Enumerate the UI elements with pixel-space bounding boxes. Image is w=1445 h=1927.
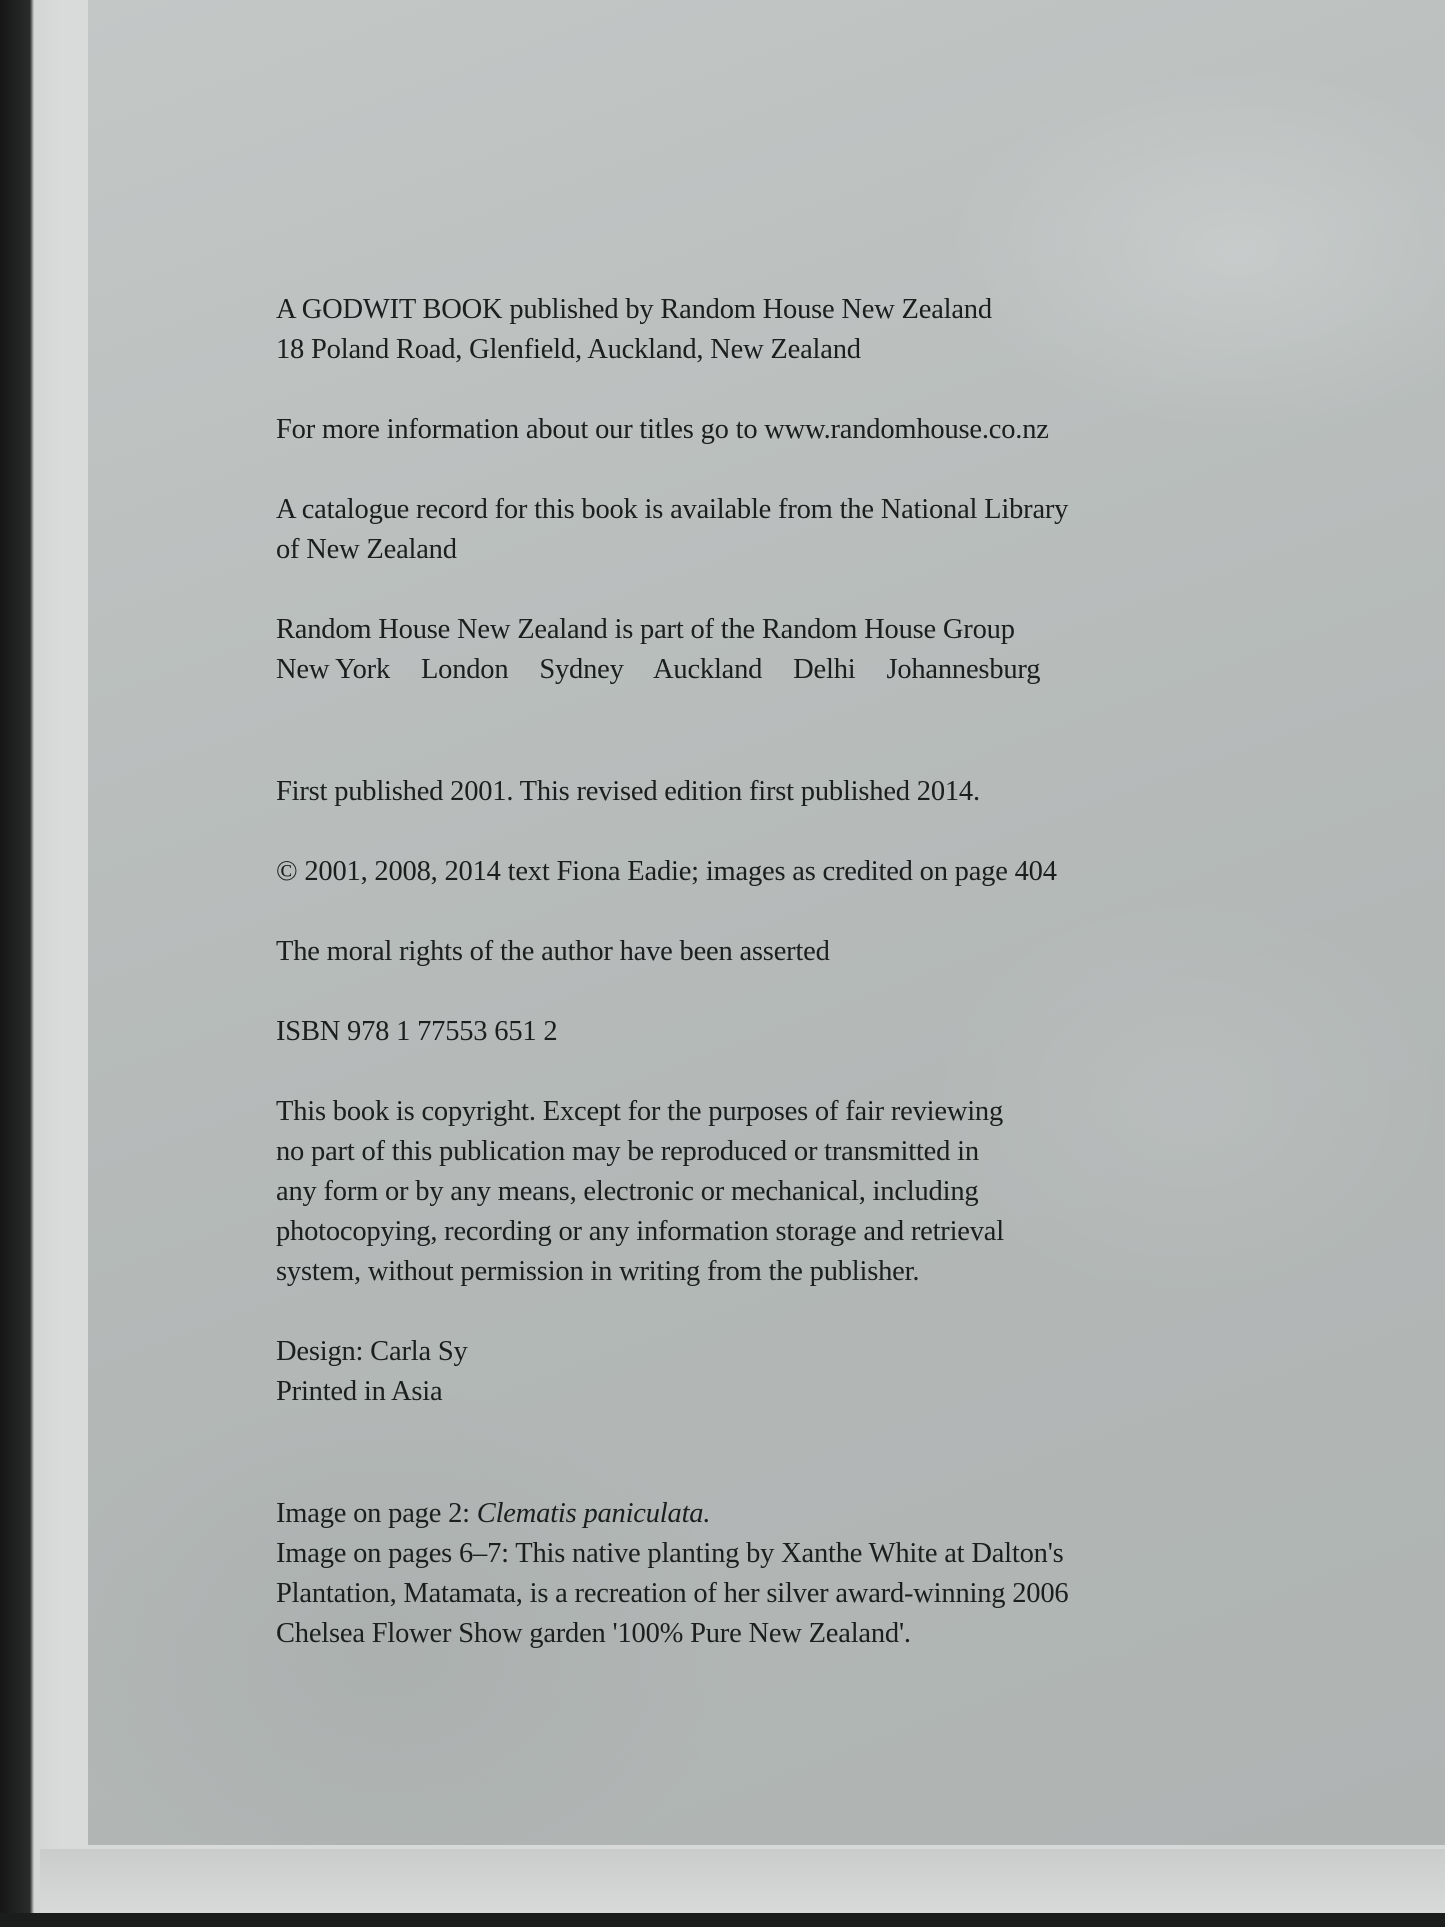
- moral-rights-block: [276, 932, 1276, 972]
- first-published: First published 2001. This revised edition first published 2014.: [276, 776, 980, 807]
- imprint-page: [88, 0, 1445, 1845]
- publisher-block: [276, 290, 1276, 370]
- moral-rights: The moral rights of the author have been asserted: [276, 936, 830, 967]
- copyright-notice-line: This book is copyright. Except for the purposes of fair reviewing: [276, 1096, 1004, 1127]
- background-surface: [0, 1913, 1445, 1927]
- info-block: [276, 410, 1276, 450]
- isbn-block: [276, 1012, 1276, 1052]
- credits-block: [276, 1332, 1276, 1412]
- city: London: [420, 654, 509, 685]
- image-notes-block: [276, 1494, 1276, 1654]
- catalogue-block: [276, 490, 1276, 570]
- design-credit: Design: Carla Sy: [276, 1336, 468, 1367]
- image-note-prefix: Image on page 2:: [276, 1498, 477, 1529]
- copyright-notice-line: no part of this publication may be reproduced or transmitted in: [276, 1136, 979, 1167]
- publisher-address: 18 Poland Road, Glenfield, Auckland, New Zealand: [276, 334, 861, 365]
- group-block: [276, 610, 1276, 690]
- catalogue-line-2: of New Zealand: [276, 534, 457, 565]
- copyright-line: © 2001, 2008, 2014 text Fiona Eadie; images as credited on page 404: [276, 856, 1057, 887]
- city: Delhi: [793, 654, 856, 685]
- copyright-notice-line: photocopying, recording or any information storage and retrieval: [276, 1216, 1004, 1247]
- city: Sydney: [539, 654, 624, 685]
- image-note-page-2: [276, 1494, 1276, 1534]
- publisher-line-1: A GODWIT BOOK published by Random House New Zealand: [276, 294, 992, 325]
- city: Auckland: [653, 654, 763, 685]
- copyright-line-block: [276, 852, 1276, 892]
- image-note-pages-6-7: Chelsea Flower Show garden '100% Pure New Zealand'.: [276, 1618, 911, 1649]
- isbn: ISBN 978 1 77553 651 2: [276, 1016, 558, 1047]
- copyright-notice-line: any form or by any means, electronic or mechanical, including: [276, 1176, 979, 1207]
- group-cities: [276, 650, 1276, 690]
- image-note-pages-6-7: Plantation, Matamata, is a recreation of her silver award-winning 2006: [276, 1578, 1069, 1609]
- page-edge-bottom: [40, 1849, 1445, 1913]
- imprint-text: [276, 290, 1276, 1654]
- copyright-notice-line: system, without permission in writing from the publisher.: [276, 1256, 920, 1287]
- copyright-notice-block: [276, 1092, 1276, 1292]
- first-published-block: [276, 772, 1276, 812]
- image-note-pages-6-7: Image on pages 6–7: This native planting by Xanthe White at Dalton's: [276, 1538, 1064, 1569]
- printed-in: Printed in Asia: [276, 1376, 443, 1407]
- city: Johannesburg: [886, 654, 1041, 685]
- city: New York: [276, 654, 391, 685]
- plant-name: Clematis paniculata.: [476, 1498, 711, 1529]
- website-info: For more information about our titles go to www.randomhouse.co.nz: [276, 414, 1049, 445]
- group-line: Random House New Zealand is part of the Random House Group: [276, 614, 1015, 645]
- catalogue-line-1: A catalogue record for this book is available from the National Library: [276, 494, 1069, 525]
